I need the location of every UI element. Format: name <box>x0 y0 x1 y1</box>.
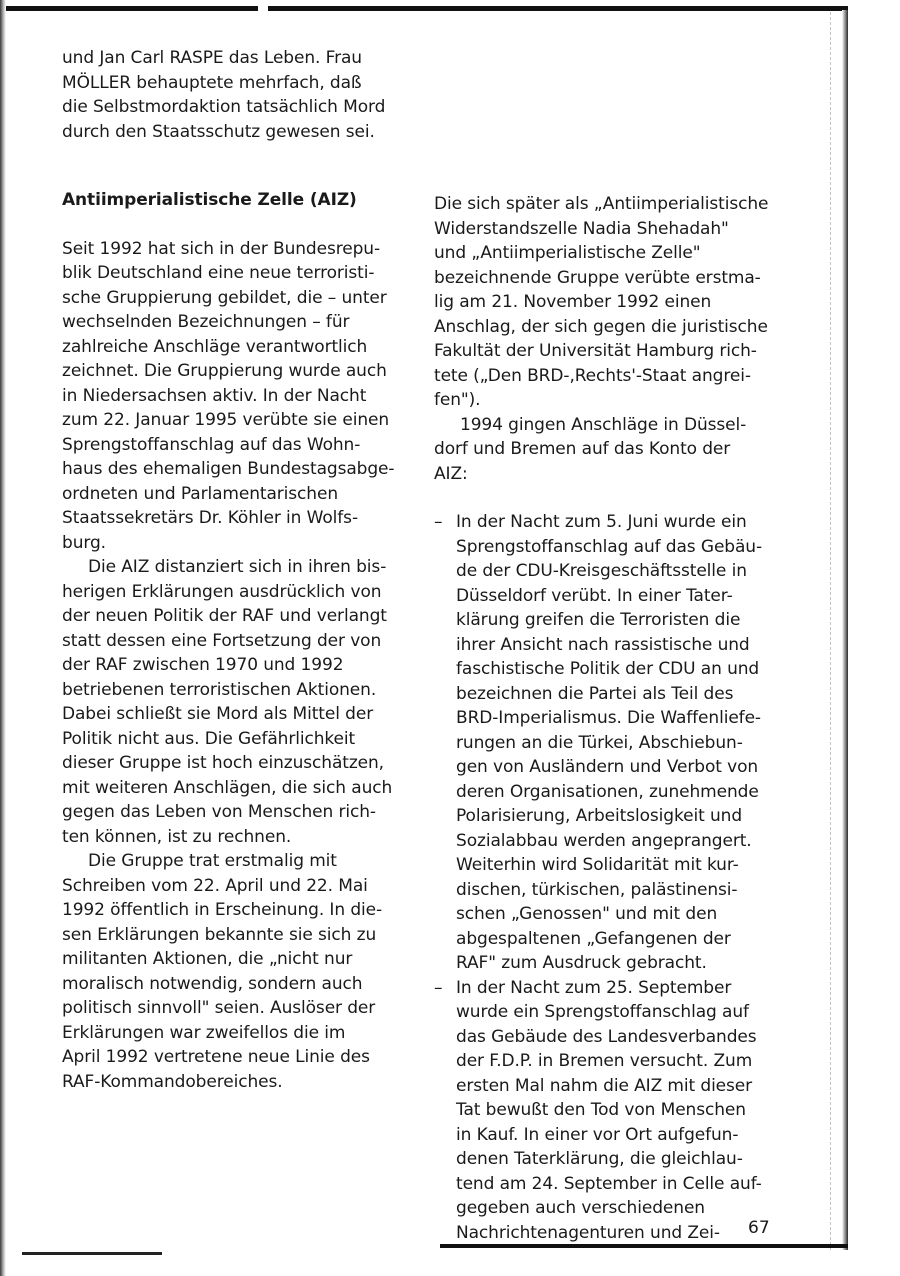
text-line: durch den Staatsschutz gewesen sei. <box>62 121 375 142</box>
text-line: ihrer Ansicht nach rassistische und <box>456 634 750 655</box>
text-line: Staatssekretärs Dr. Köhler in Wolfs- <box>62 508 358 528</box>
left-column <box>62 188 412 1094</box>
scan-top-border <box>0 6 848 11</box>
text-line: die Selbstmordaktion tatsächlich Mord <box>62 97 386 117</box>
text-line: das Gebäude des Landesverbandes <box>456 1026 757 1047</box>
scan-bottom-left-mark <box>22 1252 162 1255</box>
text-line: ordneten und Parlamentarischen <box>62 483 338 504</box>
text-line: Nachrichtenagenturen und Zei- <box>456 1222 720 1243</box>
text-line: MÖLLER behauptete mehrfach, daß <box>62 72 362 93</box>
text-line: bezeichnen die Partei als Teil des <box>456 683 734 704</box>
text-line: AIZ: <box>434 463 468 484</box>
text-line: Politik nicht aus. Die Gefährlichkeit <box>62 728 356 749</box>
text-line: Die Gruppe trat erstmalig mit <box>88 851 337 871</box>
text-line: mit weiteren Anschlägen, die sich auch <box>62 777 393 798</box>
text-line: militanten Aktionen, die „nicht nur <box>62 949 353 969</box>
text-line: Sozialabbau werden angeprangert. <box>456 830 752 851</box>
text-line: 1992 öffentlich in Erscheinung. In die- <box>62 900 383 920</box>
text-line: tete („Den BRD-‚Rechts'-Staat angrei- <box>434 365 751 386</box>
scan-right-edge <box>830 12 834 1250</box>
text-line: zahlreiche Anschläge verantwortlich <box>62 336 368 357</box>
text-line: Sprengstoffanschlag auf das Gebäu- <box>456 536 763 557</box>
text-line: Die sich später als „Antiimperialistische <box>434 194 769 214</box>
text-line: deren Organisationen, zunehmende <box>456 781 759 802</box>
text-line: zum 22. Januar 1995 verübte sie einen <box>62 410 390 430</box>
text-line: gen von Ausländern und Verbot von <box>456 757 759 777</box>
text-line: Schreiben vom 22. April und 22. Mai <box>62 875 368 896</box>
text-line: blik Deutschland eine neue terroristi- <box>62 263 375 283</box>
text-line: und „Antiimperialistische Zelle" <box>434 243 701 263</box>
text-line: dorf und Bremen auf das Konto der <box>434 439 731 459</box>
bullet-item <box>434 976 779 1246</box>
text-line: dischen, türkischen, palästinensi- <box>456 879 738 900</box>
text-line: Polarisierung, Arbeitslosigkeit und <box>456 806 743 826</box>
right-paragraph-1994 <box>434 413 779 487</box>
text-line: klärung greifen die Terroristen die <box>456 610 741 630</box>
paragraph <box>62 849 412 1094</box>
text-line: rungen an die Türkei, Abschiebun- <box>456 732 743 753</box>
text-line: in Niedersachsen aktiv. In der Nacht <box>62 385 367 406</box>
paragraph <box>62 555 412 849</box>
text-line: Anschlag, der sich gegen die juristische <box>434 316 768 337</box>
right-paragraph-intro <box>434 192 779 413</box>
text-line: tend am 24. September in Celle auf- <box>456 1173 762 1194</box>
text-line: ersten Mal nahm die AIZ mit dieser <box>456 1075 753 1096</box>
text-line: moralisch notwendig, sondern auch <box>62 973 363 994</box>
section-heading: Antiimperialistische Zelle (AIZ) <box>62 190 357 210</box>
left-column-body <box>62 237 412 1095</box>
text-line: bezeichnende Gruppe verübte erstma- <box>434 267 761 288</box>
text-line: schen „Genossen" und mit den <box>456 904 718 924</box>
text-line: In der Nacht zum 25. September <box>456 977 732 998</box>
text-line: gegeben auch verschiedenen <box>456 1198 705 1218</box>
text-line: ten können, ist zu rechnen. <box>62 826 292 847</box>
text-line: Die AIZ distanziert sich in ihren bis- <box>88 557 387 577</box>
text-line: denen Taterklärung, die gleichlau- <box>456 1149 743 1169</box>
text-line: Seit 1992 hat sich in der Bundesrepu- <box>62 238 381 259</box>
text-line: Sprengstoffanschlag auf das Wohn- <box>62 434 361 455</box>
text-line: 1994 gingen Anschläge in Düssel- <box>460 414 747 435</box>
text-line: April 1992 vertretene neue Linie des <box>62 1047 370 1067</box>
bullet-item <box>434 510 779 976</box>
text-line: in Kauf. In einer vor Ort aufgefun- <box>456 1124 739 1145</box>
text-line: Düsseldorf verübt. In einer Tater- <box>456 585 733 606</box>
text-line: sche Gruppierung gebildet, die – unter <box>62 287 387 308</box>
text-line: RAF" zum Ausdruck gebracht. <box>456 953 707 973</box>
text-line: Fakultät der Universität Hamburg rich- <box>434 341 757 361</box>
text-line: Tat bewußt den Tod von Menschen <box>456 1100 746 1120</box>
text-line: herigen Erklärungen ausdrücklich von <box>62 581 382 602</box>
scan-top-border-gap <box>258 4 268 13</box>
page-number: 67 <box>748 1218 770 1238</box>
top-paragraph <box>62 46 422 144</box>
text-line: faschistische Politik der CDU an und <box>456 659 760 679</box>
text-line: dieser Gruppe ist hoch einzuschätzen, <box>62 753 384 773</box>
text-line: zeichnet. Die Gruppierung wurde auch <box>62 361 387 381</box>
scan-left-edge <box>0 0 6 1276</box>
text-line: RAF-Kommandobereiches. <box>62 1071 283 1092</box>
text-line: wurde ein Sprengstoffanschlag auf <box>456 1002 749 1022</box>
text-line: und Jan Carl RASPE das Leben. Frau <box>62 48 362 68</box>
text-line: de der CDU-Kreisgeschäftsstelle in <box>456 561 747 581</box>
paragraph <box>62 237 412 556</box>
text-line: betriebenen terroristischen Aktionen. <box>62 679 377 700</box>
text-line: Weiterhin wird Solidarität mit kur- <box>456 855 739 875</box>
bullet-dash: – <box>434 512 443 532</box>
text-line: BRD-Imperialismus. Die Waffenliefe- <box>456 708 761 728</box>
text-line: gegen das Leben von Menschen rich- <box>62 802 376 822</box>
text-line: In der Nacht zum 5. Juni wurde ein <box>456 512 747 532</box>
text-line: fen"). <box>434 390 481 410</box>
text-line: Widerstandszelle Nadia Shehadah" <box>434 218 729 239</box>
text-line: Dabei schließt sie Mord als Mittel der <box>62 704 374 724</box>
text-line: sen Erklärungen bekannte sie sich zu <box>62 924 377 945</box>
bullet-list <box>434 510 779 1245</box>
text-line: lig am 21. November 1992 einen <box>434 292 712 312</box>
text-line: abgespaltenen „Gefangenen der <box>456 928 731 949</box>
text-line: der neuen Politik der RAF und verlangt <box>62 606 387 626</box>
text-line: wechselnden Bezeichnungen – für <box>62 312 350 332</box>
scan-right-shadow <box>842 10 848 1250</box>
text-line: statt dessen eine Fortsetzung der von <box>62 630 382 651</box>
text-line: haus des ehemaligen Bundestagsabge- <box>62 459 395 479</box>
text-line: der RAF zwischen 1970 und 1992 <box>62 655 344 675</box>
text-line: der F.D.P. in Bremen versucht. Zum <box>456 1051 753 1071</box>
text-line: burg. <box>62 532 106 553</box>
right-column <box>434 192 779 1245</box>
text-line: politisch sinnvoll" seien. Auslöser der <box>62 998 376 1018</box>
bullet-dash: – <box>434 977 443 998</box>
text-line: Erklärungen war zweifellos die im <box>62 1022 346 1043</box>
